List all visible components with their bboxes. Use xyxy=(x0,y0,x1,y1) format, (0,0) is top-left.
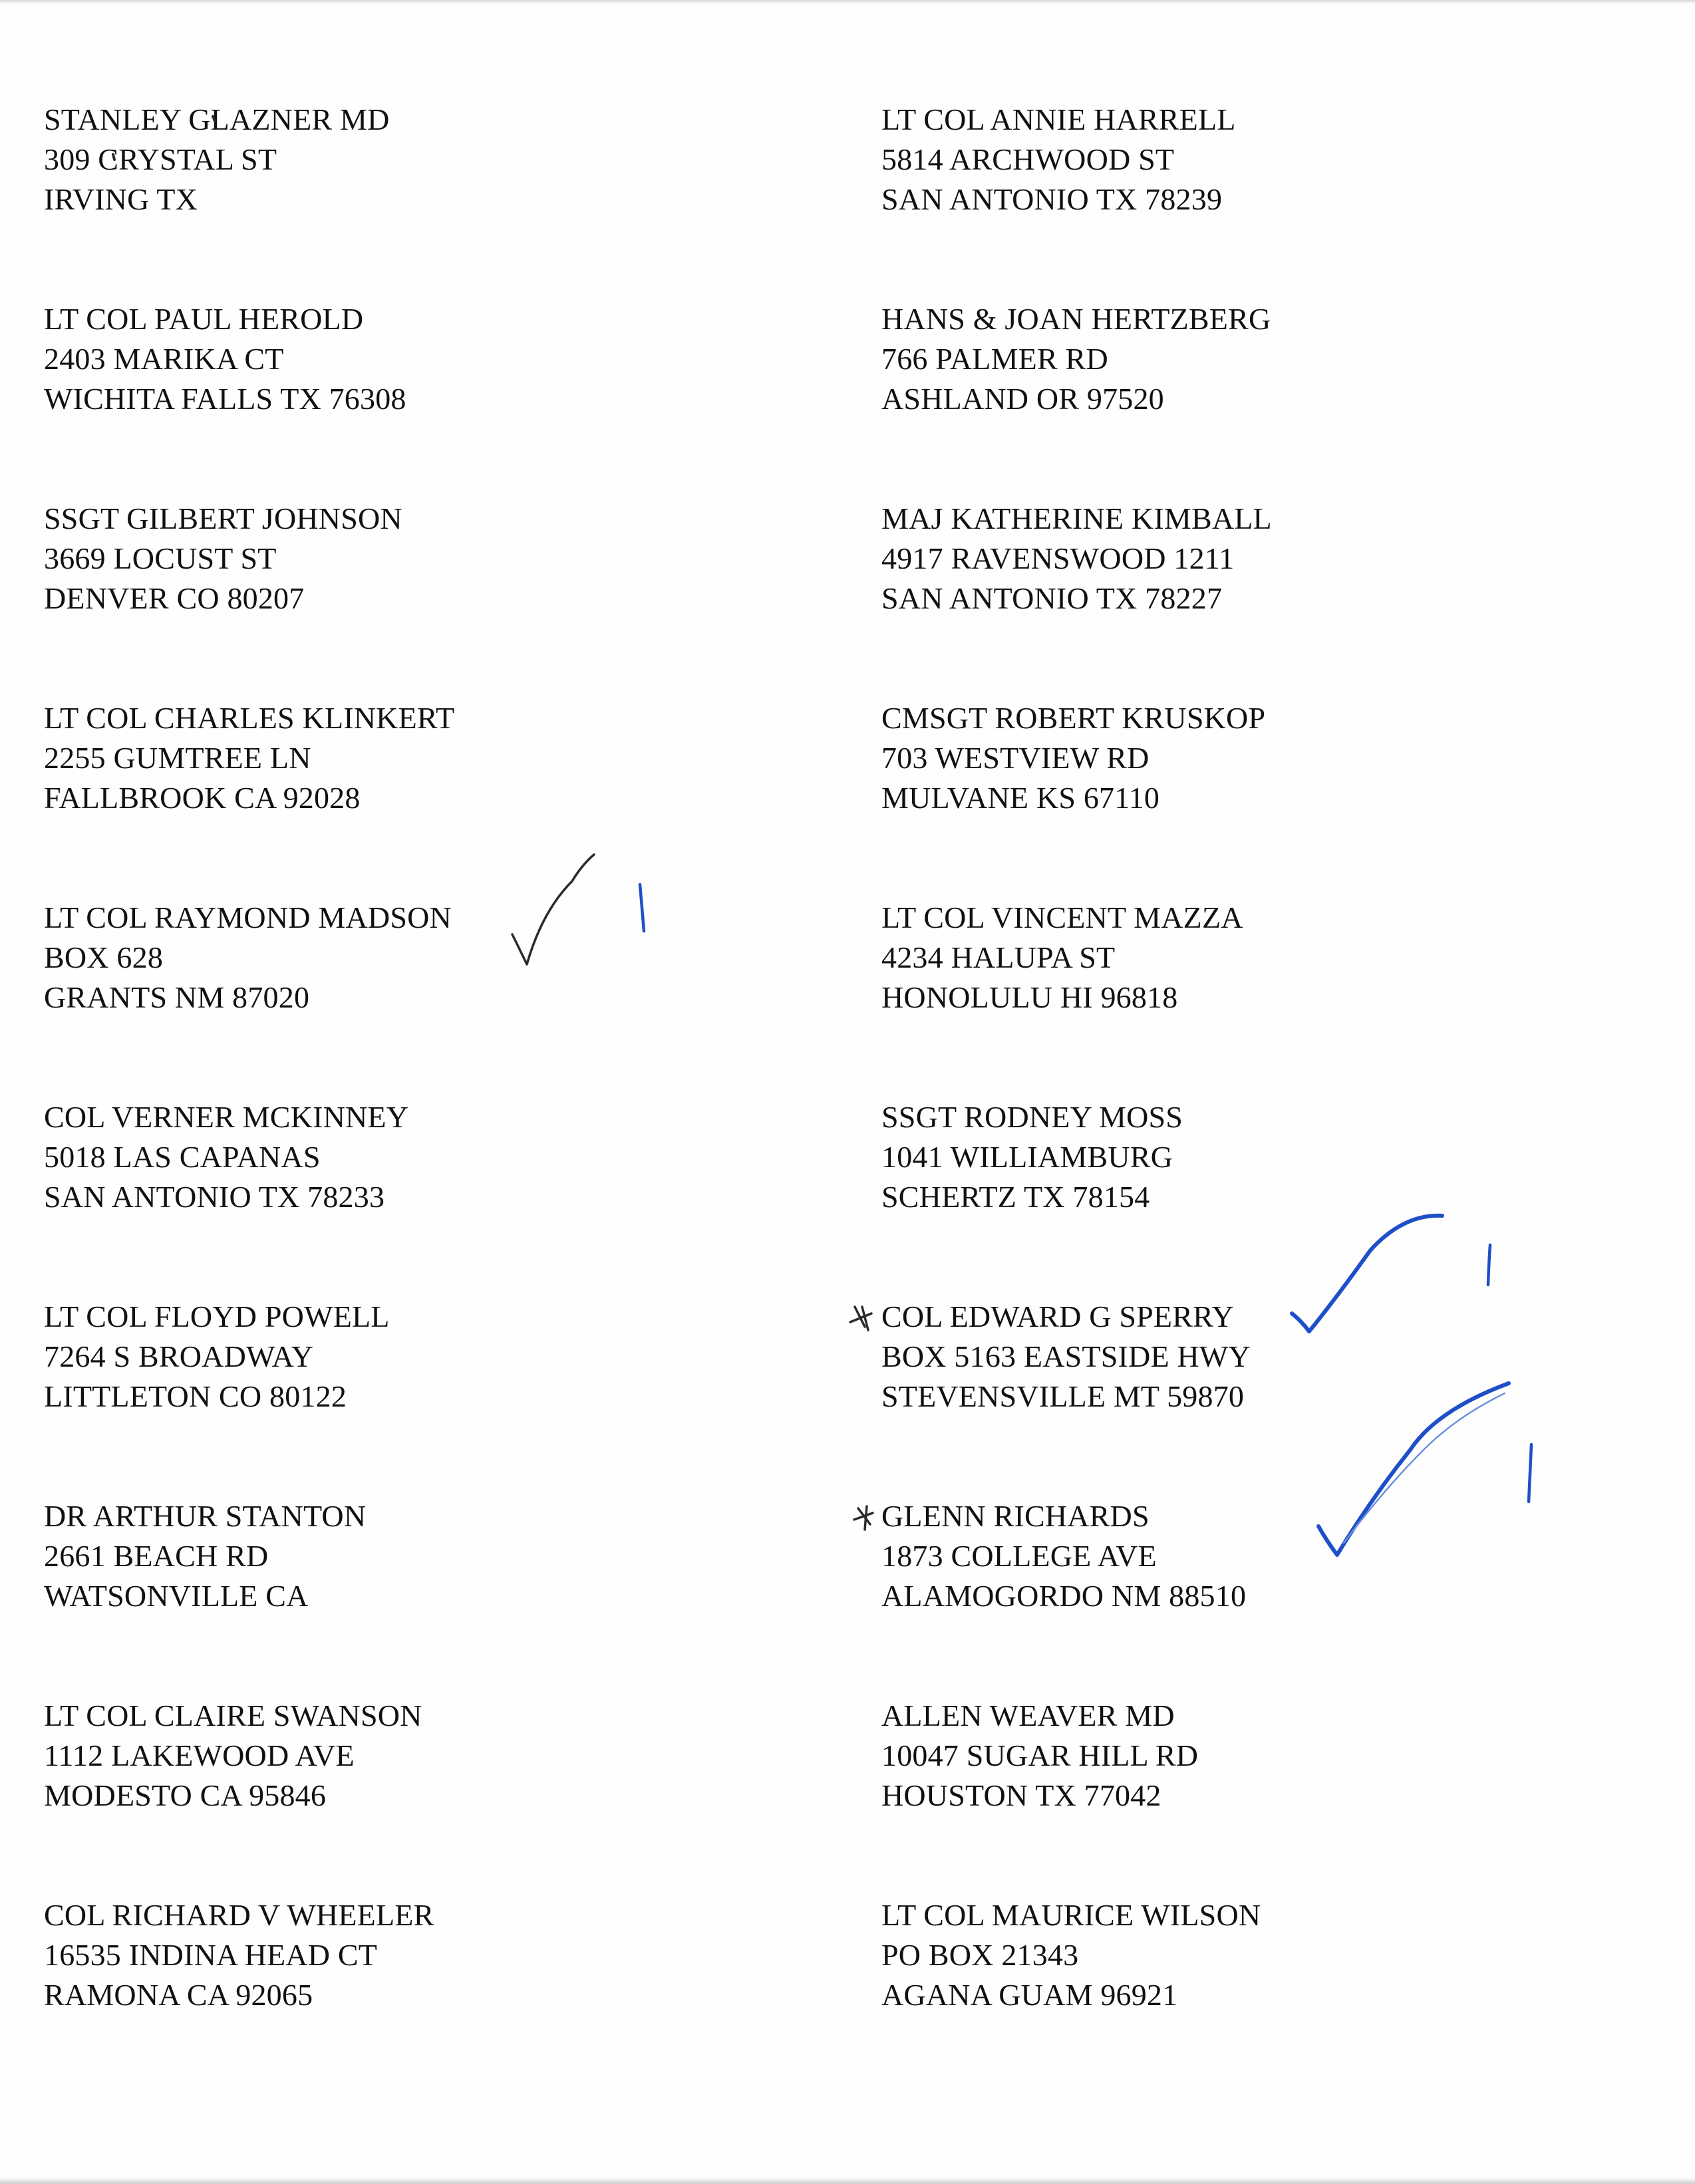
street-address: 7264 S BROADWAY xyxy=(44,1339,314,1373)
city-state-zip: HOUSTON TX 77042 xyxy=(881,1778,1161,1812)
address-entry xyxy=(881,499,1480,698)
street-address: 10047 SUGAR HILL RD xyxy=(881,1738,1199,1772)
address-entry xyxy=(44,698,643,898)
city-state-zip: FALLBROOK CA 92028 xyxy=(44,781,361,815)
recipient-name: SSGT RODNEY MOSS xyxy=(881,1100,1183,1134)
address-entry xyxy=(881,100,1480,299)
address-entry xyxy=(44,499,643,698)
street-address: 5814 ARCHWOOD ST xyxy=(881,142,1175,176)
recipient-name: MAJ KATHERINE KIMBALL xyxy=(881,501,1272,535)
pencil-star-mark-icon xyxy=(850,1307,871,1330)
address-entry xyxy=(44,1097,643,1297)
address-column-left xyxy=(44,100,643,2095)
street-address: 1112 LAKEWOOD AVE xyxy=(44,1738,355,1772)
address-entry xyxy=(881,1696,1480,1895)
recipient-name: SSGT GILBERT JOHNSON xyxy=(44,501,402,535)
city-state-zip: AGANA GUAM 96921 xyxy=(881,1978,1178,2012)
street-address: 309 CRYSTAL ST xyxy=(44,142,277,176)
street-address: 5018 LAS CAPANAS xyxy=(44,1140,321,1174)
street-address: 3669 LOCUST ST xyxy=(44,541,277,575)
address-entry xyxy=(44,100,643,299)
city-state-zip: MODESTO CA 95846 xyxy=(44,1778,327,1812)
city-state-zip: LITTLETON CO 80122 xyxy=(44,1379,347,1413)
street-address: 4234 HALUPA ST xyxy=(881,940,1116,974)
blue-tally-mark xyxy=(1488,1245,1490,1285)
city-state-zip: ASHLAND OR 97520 xyxy=(881,382,1164,416)
street-address: 2403 MARIKA CT xyxy=(44,342,284,376)
city-state-zip: IRVING TX xyxy=(44,182,198,216)
recipient-name: COL RICHARD V WHEELER xyxy=(44,1898,434,1932)
city-state-zip: SAN ANTONIO TX 78227 xyxy=(881,581,1223,615)
recipient-name: GLENN RICHARDS xyxy=(881,1499,1150,1533)
address-entry xyxy=(44,898,643,1097)
recipient-name: DR ARTHUR STANTON xyxy=(44,1499,367,1533)
blue-tally-mark xyxy=(1529,1444,1531,1502)
address-entry xyxy=(881,898,1480,1097)
address-entry xyxy=(44,1496,643,1696)
recipient-name: LT COL CHARLES KLINKERT xyxy=(44,701,455,735)
city-state-zip: DENVER CO 80207 xyxy=(44,581,305,615)
street-address: 1873 COLLEGE AVE xyxy=(881,1539,1157,1573)
recipient-name: COL EDWARD G SPERRY xyxy=(881,1299,1234,1333)
address-entry xyxy=(44,1696,643,1895)
recipient-name: LT COL CLAIRE SWANSON xyxy=(44,1699,422,1732)
city-state-zip: STEVENSVILLE MT 59870 xyxy=(881,1379,1245,1413)
address-entry xyxy=(881,1496,1480,1696)
address-entry xyxy=(44,1895,643,2095)
address-entry xyxy=(44,1297,643,1496)
city-state-zip: SAN ANTONIO TX 78233 xyxy=(44,1180,385,1214)
recipient-name: LT COL RAYMOND MADSON xyxy=(44,900,452,934)
street-address: 766 PALMER RD xyxy=(881,342,1108,376)
city-state-zip: SCHERTZ TX 78154 xyxy=(881,1180,1150,1214)
street-address: PO BOX 21343 xyxy=(881,1938,1079,1972)
street-address: 16535 INDINA HEAD CT xyxy=(44,1938,378,1972)
city-state-zip: SAN ANTONIO TX 78239 xyxy=(881,182,1223,216)
address-entry xyxy=(881,698,1480,898)
recipient-name: LT COL VINCENT MAZZA xyxy=(881,900,1243,934)
city-state-zip: ALAMOGORDO NM 88510 xyxy=(881,1579,1247,1613)
street-address: 4917 RAVENSWOOD 1211 xyxy=(881,541,1235,575)
recipient-name: LT COL PAUL HEROLD xyxy=(44,302,364,336)
street-address: BOX 628 xyxy=(44,940,164,974)
city-state-zip: MULVANE KS 67110 xyxy=(881,781,1160,815)
recipient-name: LT COL ANNIE HARRELL xyxy=(881,102,1236,136)
recipient-name: HANS & JOAN HERTZBERG xyxy=(881,302,1271,336)
scan-edge-top xyxy=(0,0,1695,4)
address-entry xyxy=(881,1895,1480,2095)
street-address: 2255 GUMTREE LN xyxy=(44,741,311,775)
recipient-name: LT COL MAURICE WILSON xyxy=(881,1898,1261,1932)
city-state-zip: WICHITA FALLS TX 76308 xyxy=(44,382,406,416)
street-address: 703 WESTVIEW RD xyxy=(881,741,1150,775)
address-entry xyxy=(44,299,643,499)
city-state-zip: GRANTS NM 87020 xyxy=(44,980,310,1014)
recipient-name: CMSGT ROBERT KRUSKOP xyxy=(881,701,1266,735)
city-state-zip: HONOLULU HI 96818 xyxy=(881,980,1178,1014)
street-address: 1041 WILLIAMBURG xyxy=(881,1140,1173,1174)
recipient-name: COL VERNER MCKINNEY xyxy=(44,1100,409,1134)
scan-edge-bottom xyxy=(0,2177,1695,2184)
street-address: 2661 BEACH RD xyxy=(44,1539,269,1573)
recipient-name: LT COL FLOYD POWELL xyxy=(44,1299,390,1333)
street-address: BOX 5163 EASTSIDE HWY xyxy=(881,1339,1251,1373)
address-entry xyxy=(881,1297,1480,1496)
recipient-name: STANLEY GLAZNER MD xyxy=(44,102,390,136)
city-state-zip: RAMONA CA 92065 xyxy=(44,1978,313,2012)
pencil-star-mark-icon xyxy=(854,1506,873,1530)
address-entry xyxy=(881,1097,1480,1297)
address-column-right xyxy=(881,100,1480,2095)
address-entry xyxy=(881,299,1480,499)
city-state-zip: WATSONVILLE CA xyxy=(44,1579,309,1613)
recipient-name: ALLEN WEAVER MD xyxy=(881,1699,1175,1732)
